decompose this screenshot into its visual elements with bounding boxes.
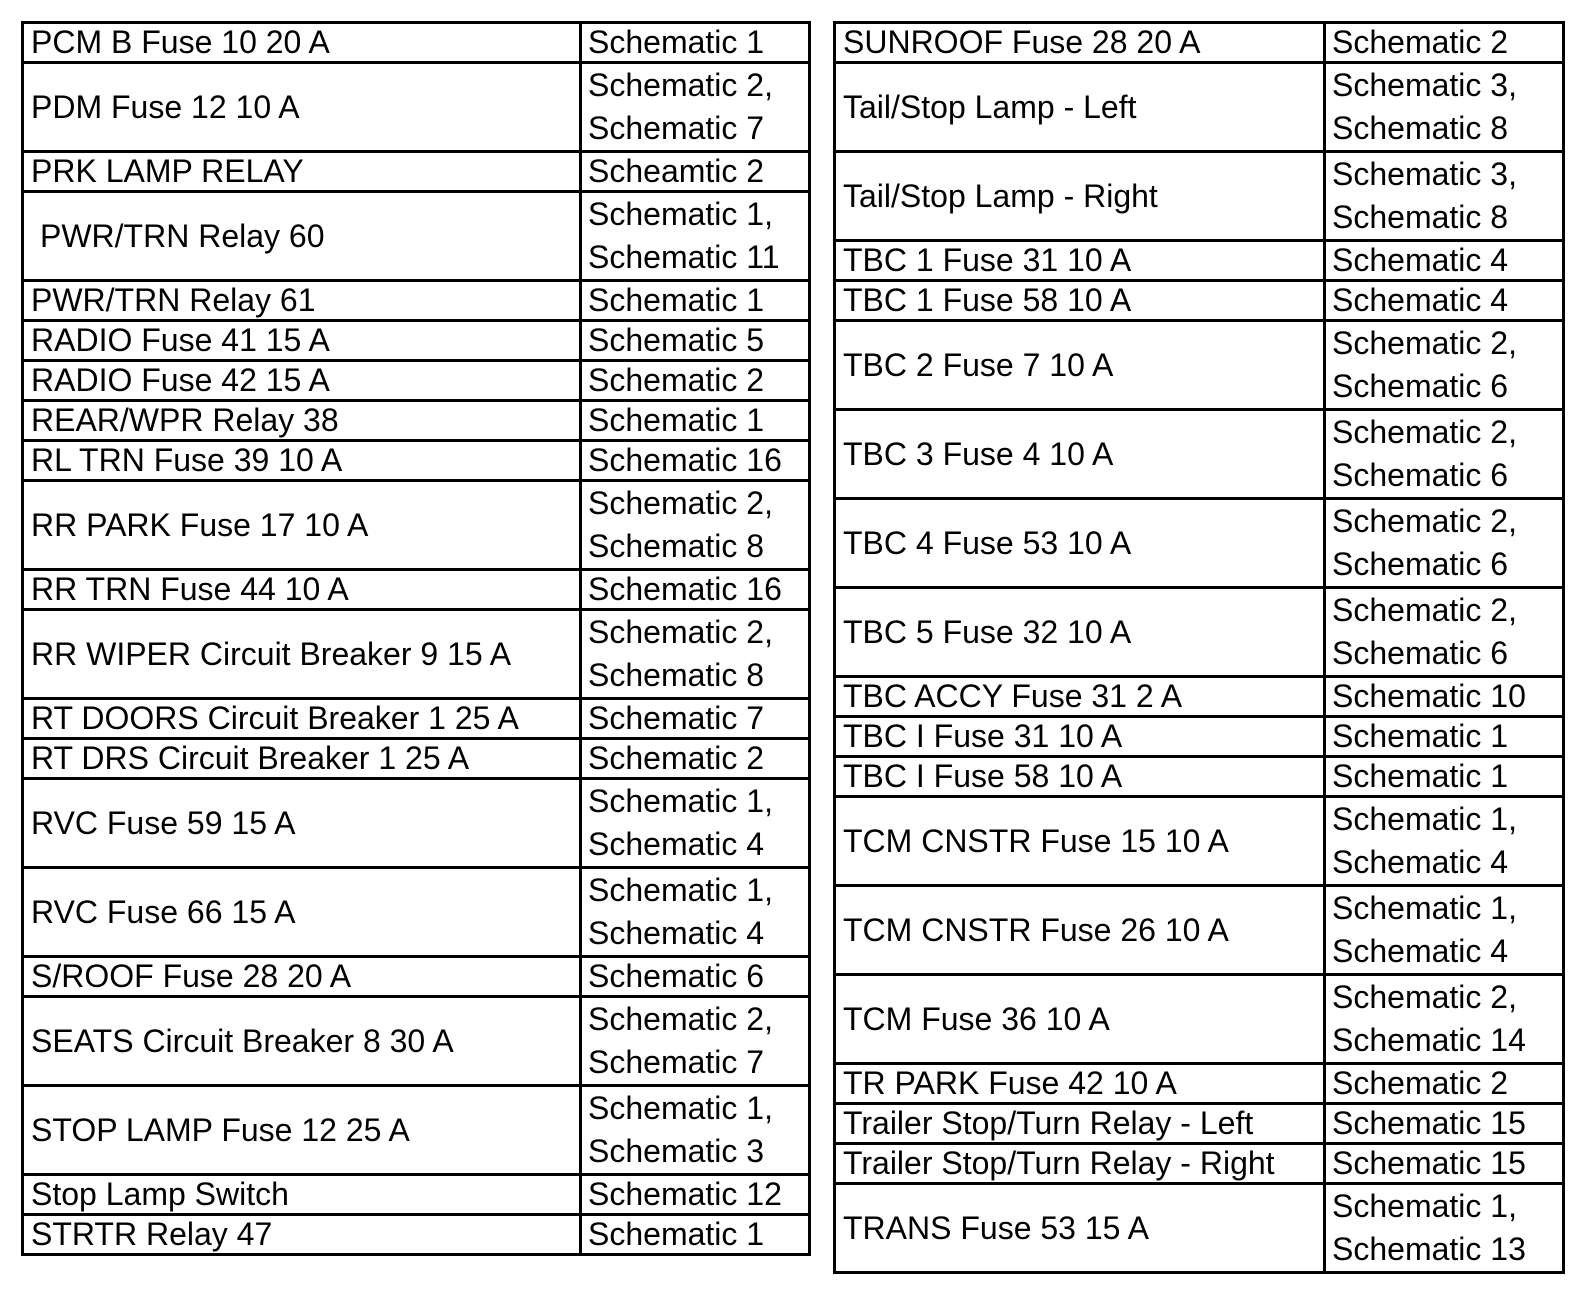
component-name-cell: TCM CNSTR Fuse 15 10 A bbox=[835, 797, 1325, 886]
component-name-cell: TR PARK Fuse 42 10 A bbox=[835, 1064, 1325, 1104]
table-row bbox=[23, 739, 810, 779]
schematic-reference: Schematic 2, bbox=[1332, 503, 1517, 539]
table-row bbox=[23, 281, 810, 321]
schematic-reference: Schematic 2, bbox=[1332, 325, 1517, 361]
component-name-cell: TBC 5 Fuse 32 10 A bbox=[835, 588, 1325, 677]
schematic-reference: Schematic 2, bbox=[588, 614, 773, 650]
component-name-cell: TBC ACCY Fuse 31 2 A bbox=[835, 677, 1325, 717]
schematic-reference: Schematic 1, bbox=[588, 196, 773, 232]
table-row bbox=[23, 1215, 810, 1255]
schematic-reference-cell bbox=[581, 1086, 810, 1175]
schematic-reference: Schematic 4 bbox=[1332, 282, 1509, 318]
schematic-reference: Schematic 4 bbox=[588, 915, 765, 951]
schematic-reference: Schematic 1 bbox=[588, 24, 765, 60]
schematic-reference: Schematic 16 bbox=[588, 571, 782, 607]
schematic-reference-cell bbox=[581, 779, 810, 868]
component-name-cell: PRK LAMP RELAY bbox=[23, 152, 581, 192]
component-name-cell: RT DRS Circuit Breaker 1 25 A bbox=[23, 739, 581, 779]
schematic-reference: Schematic 1, bbox=[588, 783, 773, 819]
schematic-reference-cell bbox=[581, 699, 810, 739]
schematic-reference-cell bbox=[581, 868, 810, 957]
schematic-reference: Schematic 8 bbox=[1332, 199, 1509, 235]
component-name-cell: Tail/Stop Lamp - Right bbox=[835, 152, 1325, 241]
schematic-reference: Schematic 3, bbox=[1332, 156, 1517, 192]
table-row bbox=[835, 886, 1564, 975]
component-name-cell: TBC 3 Fuse 4 10 A bbox=[835, 410, 1325, 499]
schematic-reference: Schematic 16 bbox=[588, 442, 782, 478]
component-name-cell: Stop Lamp Switch bbox=[23, 1175, 581, 1215]
schematic-reference: Schematic 2, bbox=[588, 485, 773, 521]
component-name-cell: Trailer Stop/Turn Relay - Left bbox=[835, 1104, 1325, 1144]
component-name-cell: PDM Fuse 12 10 A bbox=[23, 63, 581, 152]
component-name-cell: RADIO Fuse 42 15 A bbox=[23, 361, 581, 401]
component-name-cell: SUNROOF Fuse 28 20 A bbox=[835, 23, 1325, 63]
table-row bbox=[23, 321, 810, 361]
table-row bbox=[835, 23, 1564, 63]
component-name-cell: PWR/TRN Relay 61 bbox=[23, 281, 581, 321]
right-index-table bbox=[833, 21, 1565, 1274]
schematic-reference: Schematic 4 bbox=[1332, 933, 1509, 969]
schematic-reference-cell bbox=[1325, 797, 1564, 886]
table-row bbox=[23, 152, 810, 192]
component-name-cell: PCM B Fuse 10 20 A bbox=[23, 23, 581, 63]
component-name-cell: RR TRN Fuse 44 10 A bbox=[23, 570, 581, 610]
schematic-reference-cell bbox=[1325, 23, 1564, 63]
schematic-reference-cell bbox=[581, 739, 810, 779]
schematic-reference-cell bbox=[581, 23, 810, 63]
schematic-reference-cell bbox=[1325, 1184, 1564, 1273]
table-row bbox=[23, 481, 810, 570]
component-name-cell: RADIO Fuse 41 15 A bbox=[23, 321, 581, 361]
schematic-reference: Schematic 7 bbox=[588, 110, 765, 146]
schematic-reference: Schematic 6 bbox=[1332, 457, 1509, 493]
schematic-reference: Schematic 2, bbox=[1332, 592, 1517, 628]
table-row bbox=[23, 610, 810, 699]
left-index-table bbox=[21, 21, 811, 1256]
table-row bbox=[23, 63, 810, 152]
component-name-cell: STRTR Relay 47 bbox=[23, 1215, 581, 1255]
component-name-cell: PWR/TRN Relay 60 bbox=[23, 192, 581, 281]
schematic-reference: Schematic 5 bbox=[588, 322, 765, 358]
table-row bbox=[835, 1184, 1564, 1273]
component-name-cell: TBC 2 Fuse 7 10 A bbox=[835, 321, 1325, 410]
schematic-reference-cell bbox=[1325, 241, 1564, 281]
component-name-cell: Tail/Stop Lamp - Left bbox=[835, 63, 1325, 152]
schematic-reference: Schematic 6 bbox=[1332, 635, 1509, 671]
schematic-reference: Schematic 8 bbox=[588, 657, 765, 693]
table-row bbox=[23, 868, 810, 957]
schematic-reference: Schematic 1, bbox=[1332, 801, 1517, 837]
left-index-body bbox=[23, 23, 810, 1255]
component-name-cell: RR WIPER Circuit Breaker 9 15 A bbox=[23, 610, 581, 699]
schematic-reference: Schematic 2, bbox=[588, 67, 773, 103]
component-name-cell: TBC 1 Fuse 31 10 A bbox=[835, 241, 1325, 281]
schematic-reference-cell bbox=[581, 1175, 810, 1215]
component-name-cell: TBC I Fuse 58 10 A bbox=[835, 757, 1325, 797]
component-name-cell: STOP LAMP Fuse 12 25 A bbox=[23, 1086, 581, 1175]
schematic-reference-cell bbox=[1325, 588, 1564, 677]
schematic-reference: Schematic 2 bbox=[1332, 1065, 1509, 1101]
schematic-reference-cell bbox=[581, 192, 810, 281]
component-name-cell: TCM Fuse 36 10 A bbox=[835, 975, 1325, 1064]
schematic-reference-cell bbox=[1325, 1064, 1564, 1104]
component-name-cell: REAR/WPR Relay 38 bbox=[23, 401, 581, 441]
table-row bbox=[835, 1064, 1564, 1104]
schematic-reference-cell bbox=[1325, 321, 1564, 410]
table-row bbox=[23, 957, 810, 997]
schematic-reference-cell bbox=[1325, 677, 1564, 717]
component-name-cell: TCM CNSTR Fuse 26 10 A bbox=[835, 886, 1325, 975]
component-name-cell: RVC Fuse 66 15 A bbox=[23, 868, 581, 957]
schematic-reference-cell bbox=[581, 1215, 810, 1255]
schematic-reference: Schematic 1 bbox=[588, 402, 765, 438]
table-row bbox=[835, 677, 1564, 717]
schematic-reference-cell bbox=[581, 361, 810, 401]
schematic-reference: Schematic 11 bbox=[588, 239, 780, 275]
table-row bbox=[23, 779, 810, 868]
schematic-reference-cell bbox=[581, 610, 810, 699]
schematic-reference-cell bbox=[1325, 717, 1564, 757]
component-name-cell: RR PARK Fuse 17 10 A bbox=[23, 481, 581, 570]
schematic-reference: Schematic 10 bbox=[1332, 678, 1526, 714]
table-row bbox=[835, 797, 1564, 886]
schematic-reference: Schematic 6 bbox=[588, 958, 765, 994]
schematic-reference-cell bbox=[581, 281, 810, 321]
table-row bbox=[23, 570, 810, 610]
schematic-reference-cell bbox=[1325, 886, 1564, 975]
table-row bbox=[835, 63, 1564, 152]
table-row bbox=[23, 401, 810, 441]
schematic-reference-cell bbox=[581, 997, 810, 1086]
schematic-reference: Schematic 4 bbox=[1332, 242, 1509, 278]
schematic-reference: Schematic 7 bbox=[588, 700, 765, 736]
schematic-reference-cell bbox=[581, 957, 810, 997]
component-name-cell: Trailer Stop/Turn Relay - Right bbox=[835, 1144, 1325, 1184]
schematic-reference: Schematic 6 bbox=[1332, 546, 1509, 582]
schematic-reference: Schematic 4 bbox=[1332, 844, 1509, 880]
component-name-cell: RVC Fuse 59 15 A bbox=[23, 779, 581, 868]
schematic-reference-cell bbox=[1325, 281, 1564, 321]
schematic-reference: Schematic 15 bbox=[1332, 1145, 1526, 1181]
schematic-reference: Schematic 3, bbox=[1332, 67, 1517, 103]
schematic-reference: Schematic 12 bbox=[588, 1176, 782, 1212]
schematic-reference: Schematic 6 bbox=[1332, 368, 1509, 404]
table-row bbox=[835, 1104, 1564, 1144]
schematic-reference: Schematic 14 bbox=[1332, 1022, 1526, 1058]
schematic-reference: Schematic 2 bbox=[588, 740, 765, 776]
schematic-reference-cell bbox=[1325, 152, 1564, 241]
schematic-reference: Schematic 2, bbox=[1332, 414, 1517, 450]
schematic-reference: Scheamtic 2 bbox=[588, 153, 765, 189]
table-row bbox=[835, 975, 1564, 1064]
table-row bbox=[835, 499, 1564, 588]
schematic-reference-cell bbox=[1325, 1104, 1564, 1144]
schematic-reference-cell bbox=[581, 481, 810, 570]
schematic-reference: Schematic 1 bbox=[1332, 758, 1509, 794]
schematic-reference-cell bbox=[581, 321, 810, 361]
schematic-reference: Schematic 1 bbox=[588, 1216, 765, 1252]
table-row bbox=[835, 241, 1564, 281]
component-name-cell: TBC 1 Fuse 58 10 A bbox=[835, 281, 1325, 321]
schematic-reference-cell bbox=[1325, 975, 1564, 1064]
component-name-cell: RL TRN Fuse 39 10 A bbox=[23, 441, 581, 481]
table-row bbox=[23, 361, 810, 401]
schematic-reference-cell bbox=[581, 441, 810, 481]
table-row bbox=[23, 699, 810, 739]
table-row bbox=[835, 1144, 1564, 1184]
component-name-cell: TRANS Fuse 53 15 A bbox=[835, 1184, 1325, 1273]
schematic-reference: Schematic 2 bbox=[588, 362, 765, 398]
table-row bbox=[835, 717, 1564, 757]
table-row bbox=[835, 588, 1564, 677]
schematic-reference-cell bbox=[581, 401, 810, 441]
table-row bbox=[835, 152, 1564, 241]
table-row bbox=[835, 410, 1564, 499]
schematic-reference: Schematic 7 bbox=[588, 1044, 765, 1080]
right-index-body bbox=[835, 23, 1564, 1273]
schematic-reference: Schematic 8 bbox=[1332, 110, 1509, 146]
schematic-reference: Schematic 3 bbox=[588, 1133, 765, 1169]
component-name-cell: S/ROOF Fuse 28 20 A bbox=[23, 957, 581, 997]
table-row bbox=[23, 192, 810, 281]
schematic-reference: Schematic 4 bbox=[588, 826, 765, 862]
table-row bbox=[23, 997, 810, 1086]
schematic-reference: Schematic 2 bbox=[1332, 24, 1509, 60]
component-name-cell: TBC I Fuse 31 10 A bbox=[835, 717, 1325, 757]
schematic-reference-cell bbox=[581, 570, 810, 610]
schematic-reference: Schematic 1, bbox=[588, 1090, 773, 1126]
schematic-reference-cell bbox=[581, 152, 810, 192]
table-row bbox=[23, 23, 810, 63]
component-name-cell: TBC 4 Fuse 53 10 A bbox=[835, 499, 1325, 588]
table-row bbox=[835, 757, 1564, 797]
schematic-reference: Schematic 1 bbox=[1332, 718, 1509, 754]
table-row bbox=[23, 441, 810, 481]
schematic-reference-cell bbox=[1325, 63, 1564, 152]
table-row bbox=[835, 321, 1564, 410]
table-row bbox=[23, 1175, 810, 1215]
schematic-reference: Schematic 2, bbox=[588, 1001, 773, 1037]
table-row bbox=[835, 281, 1564, 321]
schematic-reference: Schematic 1, bbox=[588, 872, 773, 908]
schematic-reference: Schematic 1 bbox=[588, 282, 765, 318]
schematic-reference: Schematic 2, bbox=[1332, 979, 1517, 1015]
schematic-reference: Schematic 13 bbox=[1332, 1231, 1526, 1267]
component-name-cell: SEATS Circuit Breaker 8 30 A bbox=[23, 997, 581, 1086]
schematic-reference-cell bbox=[1325, 757, 1564, 797]
schematic-reference-cell bbox=[1325, 1144, 1564, 1184]
schematic-reference: Schematic 1, bbox=[1332, 1188, 1517, 1224]
schematic-reference-cell bbox=[1325, 499, 1564, 588]
schematic-reference: Schematic 1, bbox=[1332, 890, 1517, 926]
schematic-reference-cell bbox=[581, 63, 810, 152]
schematic-reference: Schematic 15 bbox=[1332, 1105, 1526, 1141]
component-name-cell: RT DOORS Circuit Breaker 1 25 A bbox=[23, 699, 581, 739]
schematic-reference: Schematic 8 bbox=[588, 528, 765, 564]
table-row bbox=[23, 1086, 810, 1175]
schematic-reference-cell bbox=[1325, 410, 1564, 499]
